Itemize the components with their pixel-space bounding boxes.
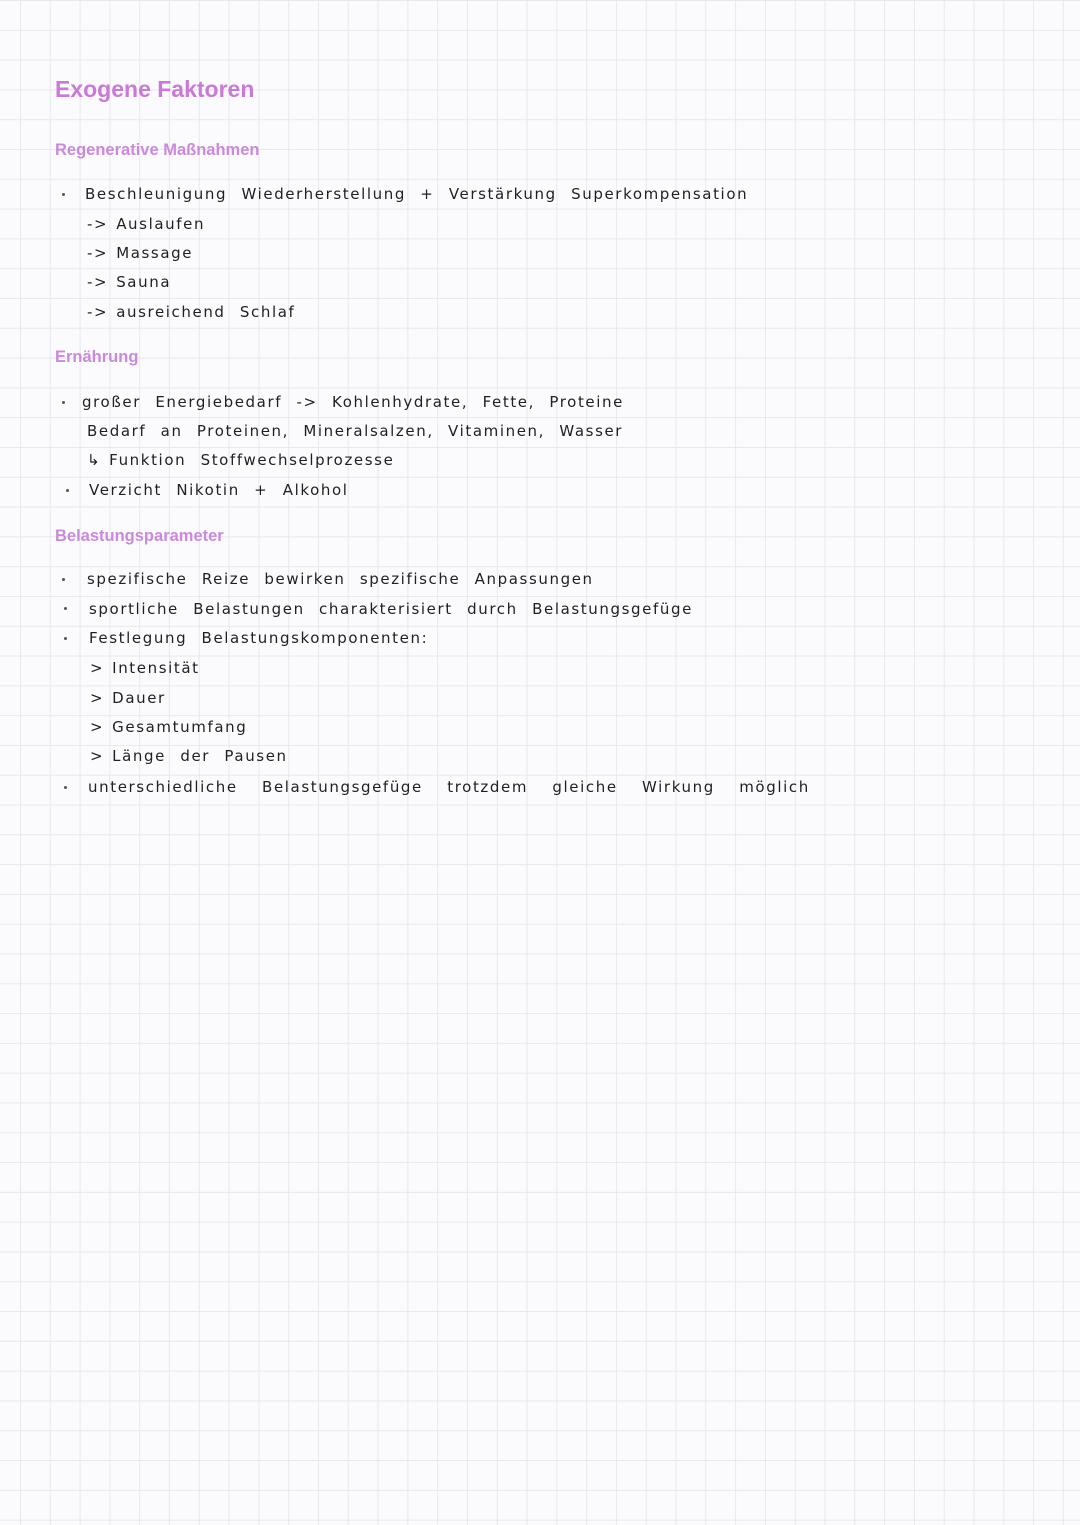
return-arrow-marker: ↳ xyxy=(87,451,102,469)
note-line: sportliche Belastungen charakterisiert durch Belastungsgefüge xyxy=(89,600,693,618)
bullet-dot xyxy=(64,637,67,640)
chevron-marker: > xyxy=(90,659,105,677)
note-line: großer Energiebedarf -> Kohlenhydrate, Fette, Proteine xyxy=(82,393,624,411)
note-subitem xyxy=(87,272,171,292)
arrow-marker: -> xyxy=(87,303,109,321)
section-heading-regenerative: Regenerative Maßnahmen xyxy=(55,141,260,159)
bullet-dot xyxy=(66,489,69,492)
bullet-dot xyxy=(62,401,65,404)
note-subitem xyxy=(87,450,394,470)
note-subitem-text: Sauna xyxy=(116,273,172,291)
note-subitem-text: Gesamtumfang xyxy=(112,718,248,736)
note-subitem-text: Intensität xyxy=(112,659,200,677)
note-line: Festlegung Belastungskomponenten: xyxy=(89,629,429,647)
note-line: Verzicht Nikotin + Alkohol xyxy=(89,481,349,499)
section-heading-belastung: Belastungsparameter xyxy=(55,527,224,545)
note-subitem-text: Dauer xyxy=(112,689,166,707)
note-subitem xyxy=(90,717,247,737)
arrow-marker: -> xyxy=(87,244,109,262)
note-subitem xyxy=(87,214,205,234)
note-line: spezifische Reize bewirken spezifische Anpassungen xyxy=(87,570,594,588)
note-line: Beschleunigung Wiederherstellung + Verstärkung Superkompensation xyxy=(85,185,749,203)
note-subitem xyxy=(90,746,288,766)
bullet-dot xyxy=(64,607,67,610)
arrow-marker: -> xyxy=(87,215,109,233)
chevron-marker: > xyxy=(90,747,105,765)
section-heading-ernaehrung: Ernährung xyxy=(55,348,139,366)
note-subitem xyxy=(90,658,200,678)
note-subitem xyxy=(87,243,193,263)
chevron-marker: > xyxy=(90,689,105,707)
bullet-dot xyxy=(62,193,65,196)
page-title: Exogene Faktoren xyxy=(55,76,255,102)
note-subitem xyxy=(87,302,295,322)
note-subitem-text: ausreichend Schlaf xyxy=(116,303,296,321)
note-line: Bedarf an Proteinen, Mineralsalzen, Vitaminen, Wasser xyxy=(87,422,624,440)
bullet-dot xyxy=(62,578,65,581)
arrow-marker: -> xyxy=(87,273,109,291)
note-subitem xyxy=(90,688,166,708)
note-subitem-text: Funktion Stoffwechselprozesse xyxy=(109,451,395,469)
bullet-dot xyxy=(64,786,67,789)
note-line: unterschiedliche Belastungsgefüge trotzdem gleiche Wirkung möglich xyxy=(88,778,810,796)
note-subitem-text: Länge der Pausen xyxy=(112,747,288,765)
note-subitem-text: Massage xyxy=(116,244,194,262)
note-subitem-text: Auslaufen xyxy=(116,215,206,233)
chevron-marker: > xyxy=(90,718,105,736)
